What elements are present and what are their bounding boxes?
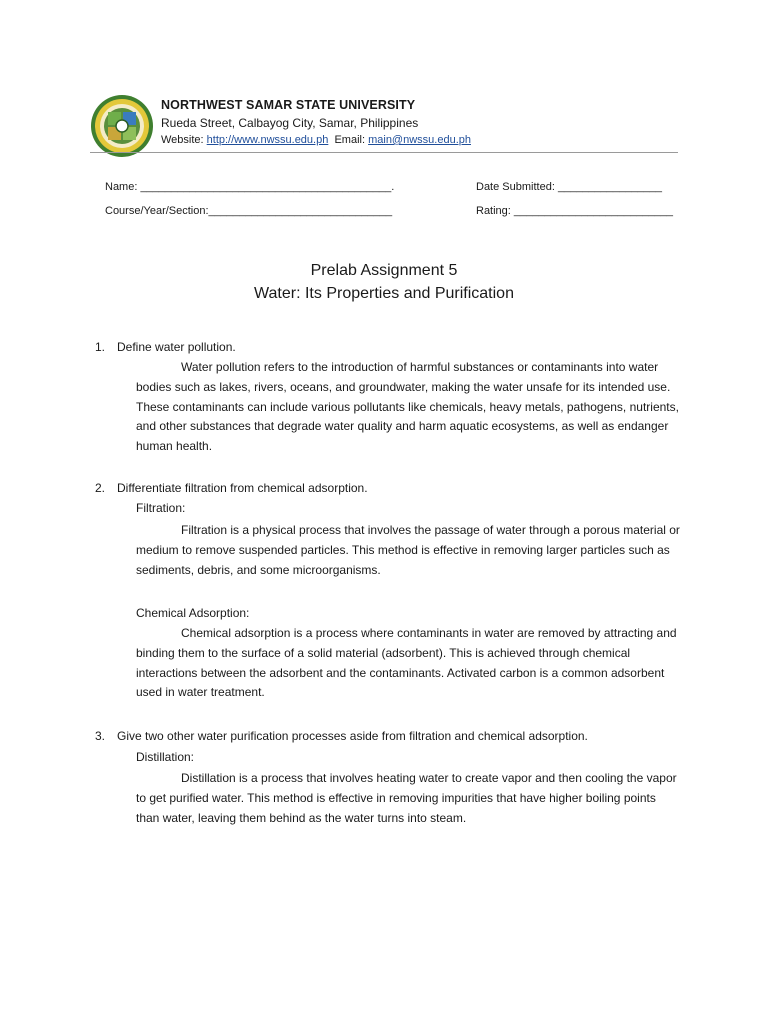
assignment-title: Prelab Assignment 5 bbox=[310, 262, 458, 279]
contact-line bbox=[161, 134, 471, 146]
university-address: Rueda Street, Calbayog City, Samar, Philippines bbox=[161, 116, 419, 130]
date-label: Date Submitted: bbox=[476, 181, 555, 193]
question-3 bbox=[95, 729, 588, 743]
course-field bbox=[105, 205, 392, 217]
name-label: Name: bbox=[105, 181, 138, 193]
university-name: NORTHWEST SAMAR STATE UNIVERSITY bbox=[161, 98, 416, 112]
question-text: Give two other water purification processes aside from filtration and chemical adsorption. bbox=[117, 729, 588, 743]
chemical-adsorption-answer: Chemical adsorption is a process where contaminants in water are removed by attracting and binding them to the surface of a solid material (adsorbent). This is achieved through chemical interactions between the adsorbent and the contaminants. Activated carbon is a common adsorbent used in water treatment. bbox=[136, 626, 677, 700]
name-field bbox=[105, 181, 394, 193]
website-label: Website: bbox=[161, 134, 204, 146]
email-label: Email: bbox=[334, 134, 366, 146]
question-number: 2. bbox=[95, 481, 106, 495]
website-link[interactable]: http://www.nwssu.edu.ph bbox=[206, 134, 329, 146]
course-blank: ______________________________ bbox=[208, 205, 393, 217]
date-field bbox=[476, 181, 662, 193]
rating-field bbox=[476, 205, 673, 217]
date-blank: _________________ bbox=[557, 181, 662, 193]
question-2 bbox=[95, 481, 368, 495]
question-text: Define water pollution. bbox=[117, 340, 236, 354]
question-text: Differentiate filtration from chemical adsorption. bbox=[117, 481, 368, 495]
header-divider bbox=[90, 152, 678, 153]
question-1 bbox=[95, 340, 236, 354]
email-link[interactable]: main@nwssu.edu.ph bbox=[368, 134, 471, 146]
question-number: 3. bbox=[95, 729, 106, 743]
filtration-answer: Filtration is a physical process that involves the passage of water through a porous material or medium to remove suspended particles. This method is effective in removing larger particles such as sediments, debris, and some microorganisms. bbox=[136, 523, 680, 577]
answer-1: Water pollution refers to the introduction of harmful substances or contaminants into water bodies such as lakes, rivers, oceans, and groundwater, making the water unsafe for its intended use. These contaminants can include various pollutants like chemicals, heavy metals, pathogens, nutrients, and other substances that degrade water quality and harm aquatic ecosystems, as well as endanger human health. bbox=[136, 360, 679, 454]
filtration-heading: Filtration: bbox=[136, 501, 186, 515]
distillation-heading: Distillation: bbox=[136, 750, 195, 764]
assignment-subtitle: Water: Its Properties and Purification bbox=[254, 285, 514, 302]
rating-blank: __________________________ bbox=[513, 205, 673, 217]
university-seal-logo bbox=[90, 94, 154, 158]
chemical-adsorption-heading: Chemical Adsorption: bbox=[136, 606, 250, 620]
distillation-answer: Distillation is a process that involves heating water to create vapor and then cooling the vapor to get purified water. This method is effective in removing impurities that have higher boiling points than water, leaving them behind as the water turns into steam. bbox=[136, 771, 677, 825]
course-label: Course/Year/Section: bbox=[105, 205, 209, 217]
name-blank: _________________________________________. bbox=[140, 181, 395, 193]
question-number: 1. bbox=[95, 340, 106, 354]
rating-label: Rating: bbox=[476, 205, 511, 217]
